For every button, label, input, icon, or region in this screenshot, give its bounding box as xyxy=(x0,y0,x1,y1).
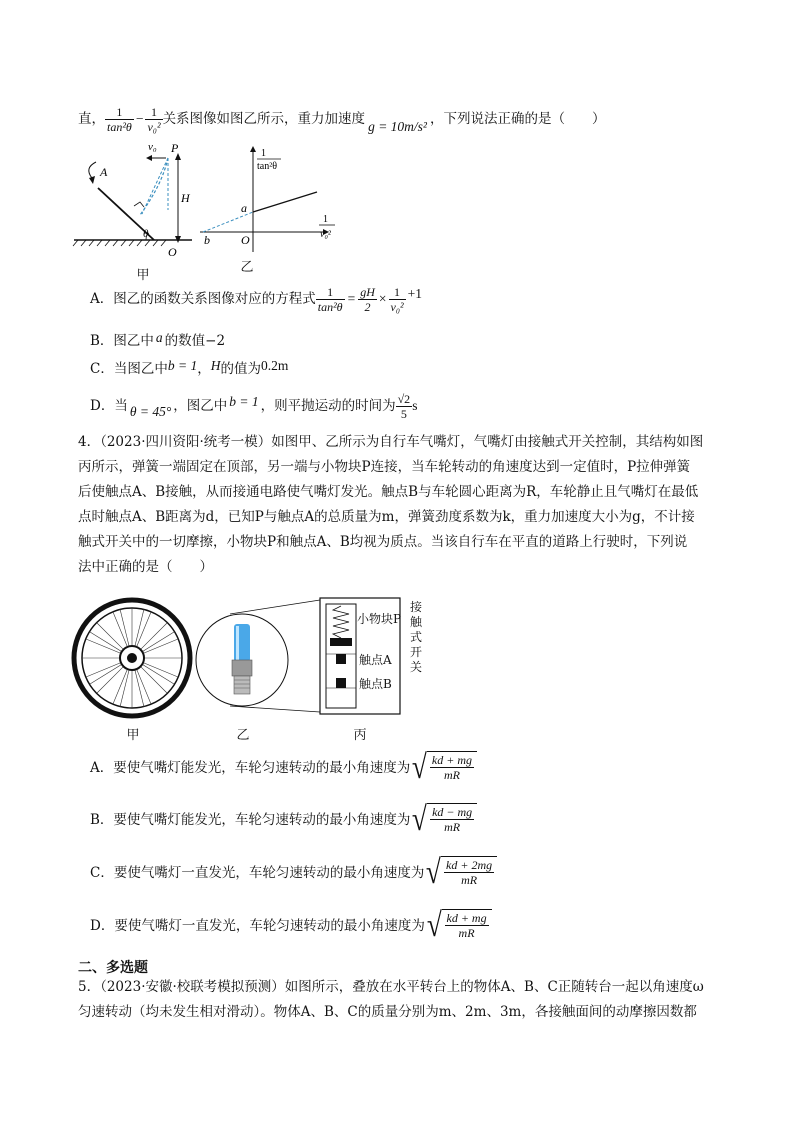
fig-bing-label-switch: 接触式开关 xyxy=(410,600,423,674)
q4-caption-jia: 甲 xyxy=(126,728,140,743)
yi-label-O: O xyxy=(241,233,250,247)
sqrt-icon: √ $\frac{kd + 2mg}{mR}$ xyxy=(424,856,497,890)
q4-option-D: D．要使气嘴灯一直发光，车轮匀速转动的最小角速度为 √ $\frac{kd + mg}{mR}$ xyxy=(90,906,492,946)
contact-A xyxy=(336,654,346,664)
block-P xyxy=(330,638,352,646)
q3-intro-b: 关系图像如图乙所示，重力加速度 xyxy=(162,111,366,127)
sqrt-icon: √ $\frac{kd + mg}{mR}$ xyxy=(410,751,477,785)
figure-yi-caption: 乙 xyxy=(240,260,254,275)
q3-intro-line xyxy=(78,104,605,134)
q3-option-A: A．图乙的函数关系图像对应的方程式 $\frac{1}{\text{tan²θ}}$ = $\frac{gH}{2}$ × $\frac{1}{\text{v₀²}}$ +1 xyxy=(90,284,422,314)
q4-caption-bing: 丙 xyxy=(353,728,367,743)
sqrt-icon: √ $\frac{kd + mg}{mR}$ xyxy=(425,909,492,943)
q4-stem: 4．（2023·四川资阳·统考一模）如图甲、乙所示为自行车气嘴灯，气嘴灯由接触式开关控制，其结构如图 丙所示，弹簧一端固定在顶部，另一端与小物块P连接，当车轮转动的角速度达到一定值时，P拉伸弹簧 后使触点A、B接触，从而接通电路使气嘴灯发光。触点B与车轮圆心距离为R，车轮静止且气嘴灯在最低 点时触点A、B距离为d，已知P与触点A的总质量为m，弹簧劲度系数为k，重力加速度大小为g，不计接 触式开关中的一切摩擦，小物块P和触点A、B均视为质点。当该自行车在平直的道路上行驶时，下列说 法中正确的是（ ） xyxy=(78,434,704,575)
jia-label-O: O xyxy=(168,245,177,259)
yi-ylabel-num: 1 xyxy=(261,148,266,159)
q3-intro-c: ，下列说法正确的是（ ） xyxy=(429,111,606,127)
sqrt-icon: √ $\frac{kd - mg}{mR}$ xyxy=(410,803,477,837)
q4-option-A: A．要使气嘴灯能发光，车轮匀速转动的最小角速度为 √ $\frac{kd + mg}{mR}$ xyxy=(90,748,477,788)
contact-B xyxy=(336,678,346,688)
q3-frac-v0: $\frac{1}{\text{v₀²}}$ xyxy=(147,104,161,134)
fig-bing-label-contactA: 触点A xyxy=(359,653,392,667)
optA-lhs: $\frac{1}{\text{tan²θ}}$ xyxy=(317,284,343,314)
jia-label-P: P xyxy=(171,141,179,155)
optD-frac: $\frac{√2}{5}$ xyxy=(397,391,411,421)
q3-option-B: B．图乙中 a 的数值−2 xyxy=(90,330,226,349)
optA-rhs1: $\frac{gH}{2}$ xyxy=(360,284,375,314)
q3-g-value: g = 10m/s² xyxy=(368,119,427,134)
q5-stem: 5．（2023·安徽·校联考模拟预测）如图所示，叠放在水平转台上的物体A、B、C正随转台一起以角速度ω 匀速转动（均未发生相对滑动）。物体A、B、C的质量分别为m、2m、3m，各接触面间的动摩擦因数都 xyxy=(78,979,704,1020)
figure-jia-incline xyxy=(70,140,200,280)
q3-option-C: C．当图乙中b = 1，H的值为0.2m xyxy=(90,358,289,377)
jia-label-theta: θ xyxy=(143,228,149,240)
q3-frac-tan: $\frac{1}{\text{tan²θ}}$ xyxy=(107,104,132,134)
fig-bing-label-block: 小物块P xyxy=(357,612,402,626)
q3-option-D: D．当 θ = 45° ，图乙中 b = 1 ，则平抛运动的时间为 $\frac{√2}{5}$ s xyxy=(90,391,418,421)
jia-label-v0: v₀ xyxy=(148,141,157,153)
yi-xlabel-num: 1 xyxy=(323,214,328,225)
q3-intro-a: 直， xyxy=(78,111,105,127)
section-title-multiple-choice: 二、多选题 xyxy=(78,960,148,976)
q4-option-C: C．要使气嘴灯一直发光，车轮匀速转动的最小角速度为 √ $\frac{kd + 2mg}{mR}$ xyxy=(90,853,497,893)
jia-label-H: H xyxy=(181,191,190,205)
q4-option-B: B．要使气嘴灯能发光，车轮匀速转动的最小角速度为 √ $\frac{kd - mg}{mR}$ xyxy=(90,800,477,840)
jia-label-A: A xyxy=(100,165,108,179)
q4-caption-yi: 乙 xyxy=(236,728,250,743)
figure-yi-graph xyxy=(195,140,345,260)
q3-minus: − xyxy=(135,111,144,126)
optA-rhs2: $\frac{1}{\text{v₀²}}$ xyxy=(390,284,404,314)
yi-label-b: b xyxy=(204,233,210,247)
yi-ylabel-den: tan²θ xyxy=(257,161,278,172)
yi-xlabel-den: v₀² xyxy=(320,229,331,240)
yi-label-a: a xyxy=(241,201,247,215)
fig-bing-label-contactB: 触点B xyxy=(359,677,392,691)
figure-jia-caption: 甲 xyxy=(136,268,150,283)
